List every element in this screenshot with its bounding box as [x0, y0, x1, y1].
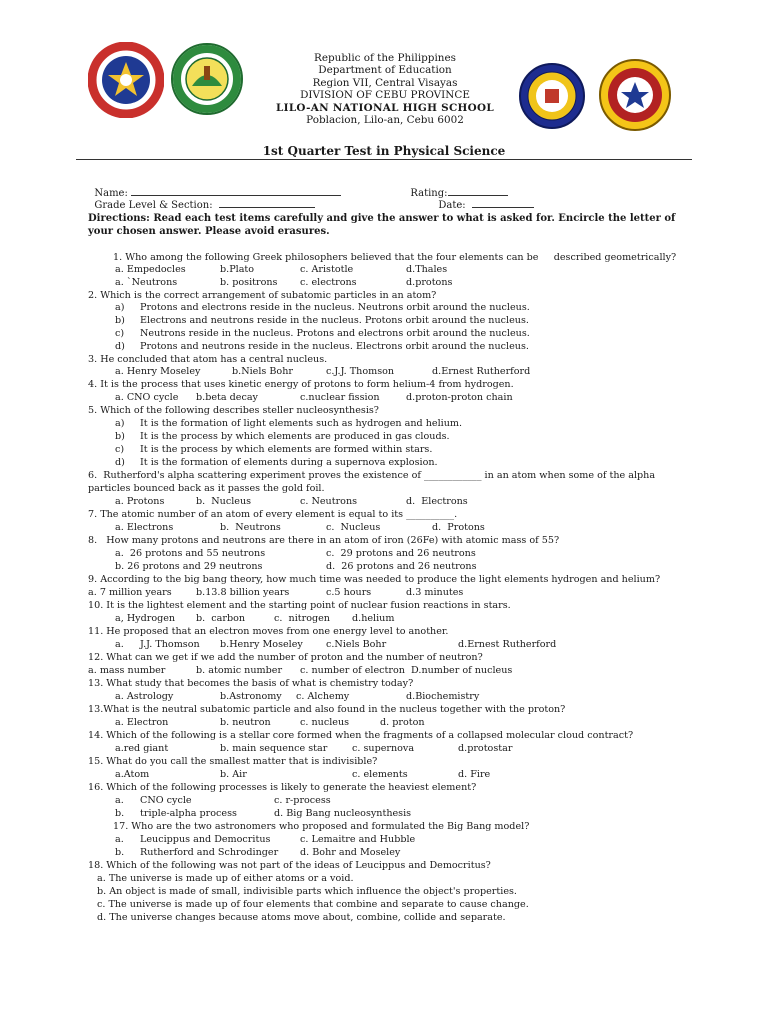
- letterhead-line-division: DIVISION OF CEBU PROVINCE: [300, 89, 470, 102]
- directions: Directions: Read each test items carefully and give the answer to what is asked for. Encircle the letter of your chosen answer. Please avoid erasures.: [88, 213, 676, 237]
- choice-2d[interactable]: Protons and neutrons reside in the nucleus. Electrons orbit around the nucleus.: [140, 341, 529, 352]
- choice-5c-letter[interactable]: c): [115, 444, 125, 455]
- choice-15d[interactable]: d. Fire: [458, 769, 491, 780]
- choice-6d[interactable]: d. Electrons: [406, 496, 468, 507]
- choice-18a[interactable]: a. The universe is made up of either atoms or a void.: [97, 873, 354, 884]
- choice-18c[interactable]: c. The universe is made up of four elements that combine and separate to cause change.: [97, 899, 529, 910]
- choice-8d[interactable]: d. 26 protons and 26 neutrons: [326, 561, 477, 572]
- question-6: 6. Rutherford's alpha scattering experiment proves the existence of ____________ in an atom when some of the alpha: [88, 470, 656, 481]
- choice-13b-b[interactable]: b. neutron: [220, 717, 271, 728]
- choice-14b[interactable]: b. main sequence star: [220, 743, 328, 754]
- choice-2c-letter[interactable]: c): [115, 328, 125, 339]
- question-14: 14. Which of the following is a stellar core formed when the fragments of a collapsed molecular cloud contract?: [88, 730, 634, 741]
- choice-9a[interactable]: a. 7 million years: [88, 587, 172, 598]
- choice-16c[interactable]: c. r-process: [274, 795, 331, 806]
- name-label: Name:: [94, 188, 128, 199]
- choice-17a[interactable]: Leucippus and Democritus: [140, 834, 271, 845]
- choice-6b[interactable]: b. Nucleus: [196, 496, 252, 507]
- choice-4d[interactable]: d.proton-proton chain: [406, 392, 513, 403]
- choice-7b[interactable]: b. Neutrons: [220, 522, 281, 533]
- choice-13b-d[interactable]: d. proton: [380, 717, 425, 728]
- date-label: Date:: [438, 200, 466, 211]
- choice-16a[interactable]: CNO cycle: [140, 795, 192, 806]
- question-2: 2. Which is the correct arrangement of subatomic particles in an atom?: [88, 290, 437, 301]
- choice-10d[interactable]: d.helium: [352, 613, 395, 624]
- choice-13b-a[interactable]: a. Electron: [115, 717, 169, 728]
- choice-1a[interactable]: a. Empedocles: [115, 264, 186, 275]
- choice-15c[interactable]: c. elements: [352, 769, 408, 780]
- choice-16b-letter[interactable]: b.: [115, 808, 125, 819]
- choice-8a[interactable]: a. 26 protons and 55 neutrons: [115, 548, 266, 559]
- choice-10c[interactable]: c. nitrogen: [274, 613, 330, 624]
- choice-3c[interactable]: c.J.J. Thomson: [326, 366, 395, 377]
- choice-16a-letter[interactable]: a.: [115, 795, 124, 806]
- choice-18b[interactable]: b. An object is made of small, indivisible parts which influence the object's properties.: [97, 886, 517, 897]
- choice-13b[interactable]: b.Astronomy: [220, 691, 282, 702]
- choice-12c-d[interactable]: c. number of electron D.number of nucleus: [300, 665, 513, 676]
- choice-5d-letter[interactable]: d): [115, 457, 125, 468]
- letterhead-line-region: Region VII, Central Visayas: [312, 76, 458, 89]
- date-field[interactable]: [432, 186, 534, 212]
- letterhead-line-department: Department of Education: [318, 64, 452, 77]
- choice-1b[interactable]: b.Plato: [220, 264, 255, 275]
- question-11: 11. He proposed that an electron moves from one energy level to another.: [88, 626, 449, 637]
- choice-3b[interactable]: b.Niels Bohr: [232, 366, 293, 377]
- question-10: 10. It is the lightest element and the starting point of nuclear fusion reactions in stars.: [88, 600, 511, 611]
- letterhead-line-republic: Republic of the Philippines: [314, 52, 456, 64]
- deped-seal-logo: [88, 42, 164, 118]
- test-title: 1st Quarter Test in Physical Science: [262, 144, 506, 158]
- choice-7d[interactable]: d. Protons: [432, 522, 485, 533]
- choice-9c[interactable]: c.5 hours: [326, 587, 372, 598]
- choice-17c[interactable]: c. Lemaitre and Hubble: [300, 834, 416, 845]
- question-5: 5. Which of the following describes steller nucleosynthesis?: [88, 405, 379, 416]
- choice-2b-letter[interactable]: b): [115, 315, 125, 326]
- rating-label: Rating:: [410, 188, 448, 199]
- choice-1c[interactable]: c. Aristotle: [300, 264, 354, 275]
- choice-5d[interactable]: It is the formation of elements during a supernova explosion.: [140, 457, 438, 468]
- choice-5c[interactable]: It is the process by which elements are formed within stars.: [140, 444, 433, 455]
- choice-5b[interactable]: It is the process by which elements are produced in gas clouds.: [140, 431, 450, 442]
- question-17: 17. Who are the two astronomers who proposed and formulated the Big Bang model?: [113, 821, 530, 832]
- letterhead-school-name: LILO-AN NATIONAL HIGH SCHOOL: [276, 101, 494, 114]
- choice-11c[interactable]: c.Niels Bohr: [326, 639, 387, 650]
- choice-13b-c[interactable]: c. nucleus: [300, 717, 350, 728]
- choice-15a[interactable]: a.Atom: [115, 769, 150, 780]
- choice-4b[interactable]: b.beta decay: [196, 392, 258, 403]
- choice-4c[interactable]: c.nuclear fission: [300, 392, 380, 403]
- choice-12a[interactable]: a. mass number: [88, 665, 166, 676]
- choice-1c-row2[interactable]: c. electrons: [300, 277, 357, 288]
- grade-section-label: Grade Level & Section:: [94, 200, 213, 211]
- senior-high-seal-logo: [598, 58, 672, 132]
- choice-15b[interactable]: b. Air: [220, 769, 247, 780]
- choice-1b-row2[interactable]: b. positrons: [220, 277, 278, 288]
- choice-6a[interactable]: a. Protons: [115, 496, 165, 507]
- choice-9b[interactable]: b.13.8 billion years: [196, 587, 290, 598]
- choice-2c[interactable]: Neutrons reside in the nucleus. Protons and electrons orbit around the nucleus.: [140, 328, 530, 339]
- choice-1a-row2[interactable]: a. `Neutrons: [115, 277, 178, 288]
- letterhead-address: Poblacion, Lilo-an, Cebu 6002: [306, 114, 464, 127]
- question-3: 3. He concluded that atom has a central nucleus.: [88, 354, 328, 365]
- letterhead: [230, 52, 540, 126]
- choice-10b[interactable]: b. carbon: [196, 613, 246, 624]
- choice-5a[interactable]: It is the formation of light elements such as hydrogen and helium.: [140, 418, 463, 429]
- choice-6c[interactable]: c. Neutrons: [300, 496, 358, 507]
- date-blank[interactable]: [472, 198, 534, 208]
- choice-14a[interactable]: a.red giant: [115, 743, 169, 754]
- choice-5a-letter[interactable]: a): [115, 418, 125, 429]
- title-divider: [76, 159, 692, 160]
- question-4: 4. It is the process that uses kinetic energy of protons to form helium-4 from hydrogen.: [88, 379, 514, 390]
- choice-14c[interactable]: c. supernova: [352, 743, 415, 754]
- grade-section-blank[interactable]: [219, 198, 315, 208]
- question-13: 13. What study that becomes the basis of what is chemistry today?: [88, 678, 414, 689]
- choice-13a[interactable]: a. Astrology: [115, 691, 174, 702]
- question-1: 1. Who among the following Greek philosophers believed that the four elements can be described geometrically?: [113, 252, 677, 263]
- question-7: 7. The atomic number of an atom of every element is equal to its __________.: [88, 509, 458, 520]
- choice-13d[interactable]: d.Biochemistry: [406, 691, 480, 702]
- choice-1d[interactable]: d.Thales: [406, 264, 448, 275]
- question-8: 8. How many protons and neutrons are there in an atom of iron (26Fe) with atomic mass of 55?: [88, 535, 560, 546]
- choice-16d[interactable]: d. Big Bang nucleosynthesis: [274, 808, 412, 819]
- choice-12b[interactable]: b. atomic number: [196, 665, 283, 676]
- choice-8b[interactable]: b. 26 protons and 29 neutrons: [115, 561, 263, 572]
- choice-18d[interactable]: d. The universe changes because atoms move about, combine, collide and separate.: [97, 912, 506, 923]
- choice-17b-letter[interactable]: b.: [115, 847, 125, 858]
- question-6-cont: particles bounced back as it passes the gold foil.: [88, 483, 325, 494]
- choice-2a[interactable]: Protons and electrons reside in the nucleus. Neutrons orbit around the nucleus.: [140, 302, 530, 313]
- question-18: 18. Which of the following was not part of the ideas of Leucippus and Democritus?: [88, 860, 491, 871]
- choice-8c[interactable]: c. 29 protons and 26 neutrons: [326, 548, 476, 559]
- question-9: 9. According to the big bang theory, how much time was needed to produce the light elements hydrogen and helium?: [88, 574, 661, 585]
- choice-11a-letter[interactable]: a.: [115, 639, 124, 650]
- choice-3a[interactable]: a. Henry Moseley: [115, 366, 201, 377]
- choice-11a[interactable]: J.J. Thomson: [140, 639, 200, 650]
- choice-17a-letter[interactable]: a.: [115, 834, 124, 845]
- question-16: 16. Which of the following processes is likely to generate the heaviest element?: [88, 782, 477, 793]
- choice-7a[interactable]: a. Electrons: [115, 522, 174, 533]
- choice-14d[interactable]: d.protostar: [458, 743, 513, 754]
- choice-2a-letter[interactable]: a): [115, 302, 125, 313]
- question-12: 12. What can we get if we add the number of proton and the number of neutron?: [88, 652, 483, 663]
- choice-16b[interactable]: triple-alpha process: [140, 808, 237, 819]
- question-15: 15. What do you call the smallest matter that is indivisible?: [88, 756, 378, 767]
- choice-4a[interactable]: a. CNO cycle: [115, 392, 179, 403]
- choice-17d[interactable]: d. Bohr and Moseley: [300, 847, 401, 858]
- choice-11d[interactable]: d.Ernest Rutherford: [458, 639, 557, 650]
- choice-3d[interactable]: d.Ernest Rutherford: [432, 366, 531, 377]
- question-13b: 13.What is the neutral subatomic particle and also found in the nucleus together with the proton?: [88, 704, 566, 715]
- choice-2b[interactable]: Electrons and neutrons reside in the nucleus. Protons orbit around the nucleus.: [140, 315, 529, 326]
- choice-1d-row2[interactable]: d.protons: [406, 277, 453, 288]
- choice-11b[interactable]: b.Henry Moseley: [220, 639, 303, 650]
- choice-7c[interactable]: c. Nucleus: [326, 522, 381, 533]
- choice-9d[interactable]: d.3 minutes: [406, 587, 464, 598]
- choice-5b-letter[interactable]: b): [115, 431, 125, 442]
- choice-13c[interactable]: c. Alchemy: [296, 691, 350, 702]
- choice-2d-letter[interactable]: d): [115, 341, 125, 352]
- choice-10a[interactable]: a, Hydrogen: [115, 613, 176, 624]
- choice-17b[interactable]: Rutherford and Schrodinger: [140, 847, 279, 858]
- grade-section-field[interactable]: [88, 186, 315, 212]
